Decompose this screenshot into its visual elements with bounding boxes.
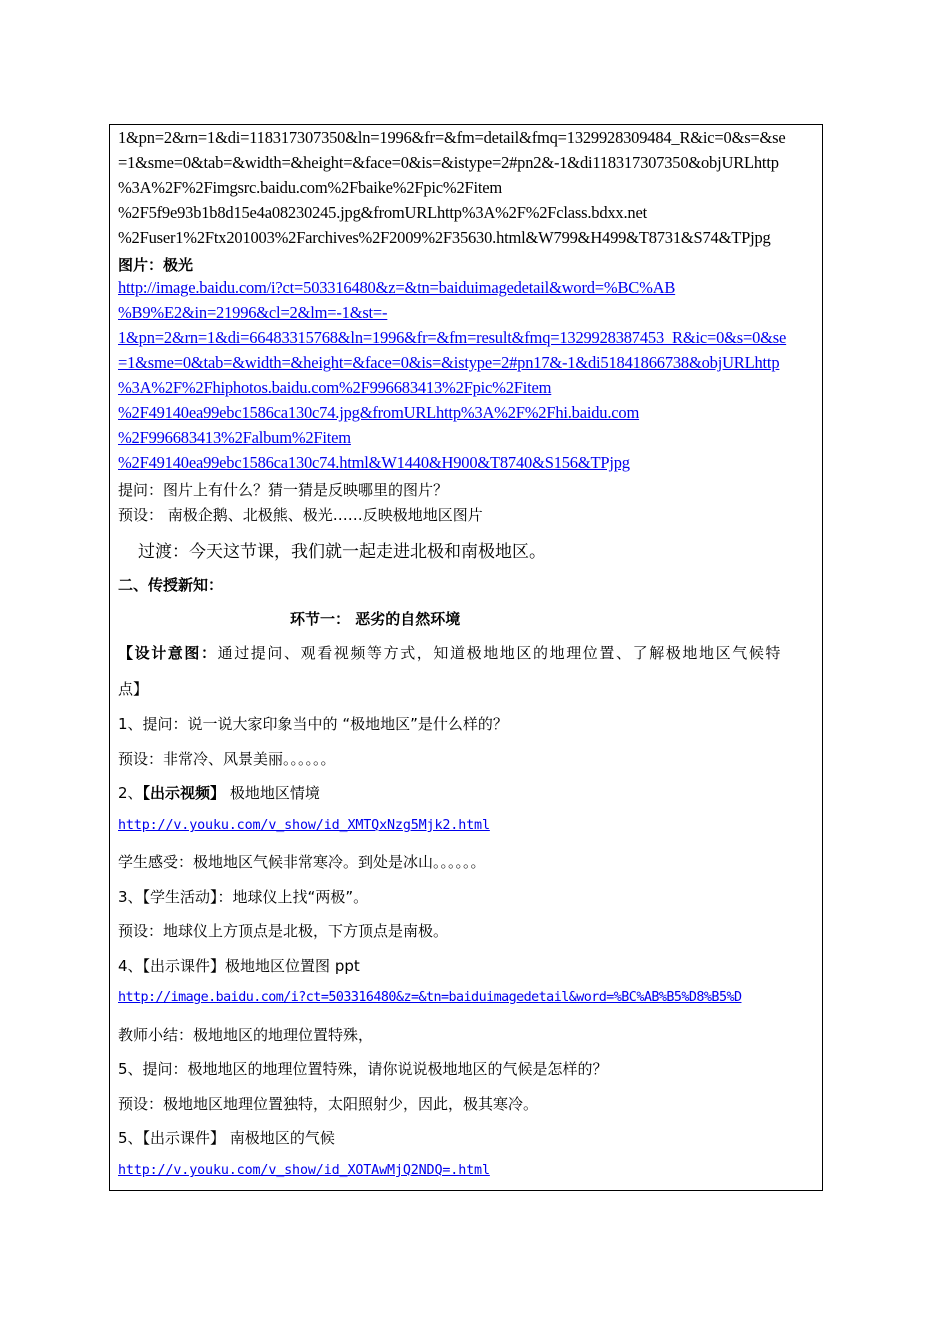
item-label: 【出示视频】 — [142, 784, 226, 802]
aurora-link[interactable]: %2F49140ea99ebc1586ca130c74.jpg&fromURLhttp%3A%2F%2Fhi.baidu.com — [118, 403, 640, 422]
preset-text: 预设：极地地区地理位置独特，太阳照射少，因此，极其寒冷。 — [118, 1095, 539, 1113]
list-item: 1、提问：说一说大家印象当中的 “极地地区”是什么样的？ — [118, 715, 508, 733]
list-item: 5、提问：极地地区的地理位置特殊，请你说说极地地区的气候是怎样的？ — [118, 1060, 608, 1078]
aurora-link[interactable]: =1&sme=0&tab=&width=&height=&face=0&is=&istype=2#pn17&-1&di51841866738&objURLhttp — [118, 353, 780, 372]
segment-heading: 环节一： 恶劣的自然环境 — [290, 610, 461, 628]
preset-text: 预设：非常冷、风景美丽。。。。。。 — [118, 750, 336, 768]
aurora-link[interactable]: %3A%2F%2Fhiphotos.baidu.com%2F996683413%2Fpic%2Fitem — [118, 378, 552, 397]
url-text-line: %2Fuser1%2Ftx201003%2Farchives%2F2009%2F35630.html&W799&H499&T8731&S74&TPjpg — [118, 228, 771, 247]
design-intent-tail: 点】 — [118, 680, 149, 698]
aurora-link[interactable]: %2F996683413%2Falbum%2Fitem — [118, 428, 351, 447]
url-text-line: %2F5f9e93b1b8d15e4a08230245.jpg&fromURLhttp%3A%2F%2Fclass.bdxx.net — [118, 203, 647, 222]
url-text-line: %3A%2F%2Fimgsrc.baidu.com%2Fbaike%2Fpic%2Fitem — [118, 178, 503, 197]
question-text: 提问：图片上有什么？猜一猜是反映哪里的图片？ — [118, 481, 449, 499]
design-intent-text: 通过提问、观看视频等方式，知道极地地区的地理位置、了解极地地区气候特 — [217, 644, 783, 662]
preset-text: 预设：地球仪上方顶点是北极，下方顶点是南极。 — [118, 922, 449, 940]
item-number: 2、 — [118, 784, 143, 802]
aurora-link[interactable]: %B9%E2&in=21996&cl=2&lm=-1&st=- — [118, 303, 388, 322]
list-item: 3、【学生活动】：地球仪上找“两极”。 — [118, 888, 369, 906]
url-text-line: 1&pn=2&rn=1&di=118317307350&ln=1996&fr=&fm=detail&fmq=1329928309484_R&ic=0&s=&se — [118, 128, 786, 147]
aurora-link[interactable]: %2F49140ea99ebc1586ca130c74.html&W1440&H900&T8740&S156&TPjpg — [118, 453, 630, 472]
section-heading: 二、传授新知： — [118, 576, 224, 594]
list-item — [118, 782, 320, 803]
image-link[interactable]: http://image.baidu.com/i?ct=503316480&z=&tn=baiduimagedetail&word=%BC%AB%B5%D8%B5%D — [118, 990, 742, 1005]
transition-text: 过渡：今天这节课，我们就一起走进北极和南极地区。 — [138, 542, 546, 562]
aurora-link[interactable]: http://image.baidu.com/i?ct=503316480&z=&tn=baiduimagedetail&word=%BC%AB — [118, 278, 676, 297]
aurora-heading: 图片：极光 — [118, 256, 194, 274]
aurora-link[interactable]: 1&pn=2&rn=1&di=66483315768&ln=1996&fr=&fm=result&fmq=1329928387453_R&ic=0&s=0&se — [118, 328, 787, 347]
teacher-summary: 教师小结：极地地区的地理位置特殊， — [118, 1026, 374, 1044]
preset-text: 预设： 南极企鹅、北极熊、极光……反映极地地区图片 — [118, 506, 483, 524]
list-item: 5、【出示课件】 南极地区的气候 — [118, 1129, 335, 1147]
video-link[interactable]: http://v.youku.com/v_show/id_XOTAwMjQ2NDQ=.html — [118, 1163, 490, 1178]
item-text: 极地地区情境 — [225, 784, 320, 802]
student-feel-text: 学生感受：极地地区气候非常寒冷。到处是冰山。。。。。。 — [118, 853, 486, 871]
design-intent — [118, 642, 782, 663]
list-item: 4、【出示课件】极地地区位置图 ppt — [118, 957, 360, 975]
design-intent-label: 【设计意图： — [118, 644, 218, 662]
url-text-line: =1&sme=0&tab=&width=&height=&face=0&is=&istype=2#pn2&-1&di118317307350&objURLhttp — [118, 153, 779, 172]
video-link[interactable]: http://v.youku.com/v_show/id_XMTQxNzg5Mjk2.html — [118, 818, 490, 833]
